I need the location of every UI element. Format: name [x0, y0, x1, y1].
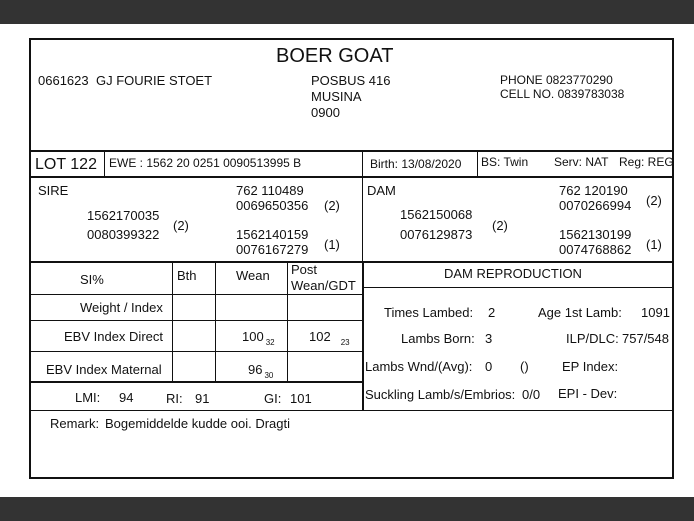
lambs-born-value: 3: [485, 331, 493, 346]
address-line-2: MUSINA: [311, 89, 362, 104]
sire-parent-id-1: 1562170035: [87, 208, 160, 223]
divider-lot-ewe: [104, 151, 105, 176]
service-type: Serv: NAT: [554, 155, 609, 169]
address-line-3: 0900: [311, 105, 340, 120]
gi-value: 101: [290, 391, 312, 406]
dam-parent-id-1: 1562150068: [400, 207, 473, 222]
breeder-name: GJ FOURIE STOET: [96, 73, 213, 88]
divider-top-lot: [31, 150, 672, 152]
dam-sub-id-1: 1562130199: [559, 227, 632, 242]
ep-index-label: EP Index:: [562, 359, 619, 374]
remark-text: Bogemiddelde kudde ooi. Dragti: [105, 416, 291, 431]
sire-mark-top: (2): [324, 198, 340, 213]
dam-parent-id-2: 0076129873: [400, 227, 473, 242]
age-first-lamb-label: Age 1st Lamb:: [538, 305, 622, 320]
remark-label: Remark:: [50, 416, 100, 431]
dam-repro-title: DAM REPRODUCTION: [444, 266, 582, 281]
lambs-born-label: Lambs Born:: [401, 331, 475, 346]
birth-status: BS: Twin: [481, 155, 529, 169]
dam-label: DAM: [367, 183, 396, 198]
ebv-direct-post: 102 $_{23}$: [309, 329, 350, 347]
dam-mark-top: (2): [646, 193, 662, 208]
lmi-label: LMI:: [75, 390, 101, 405]
lmi-value: 94: [119, 390, 134, 405]
dam-repro-header-divider: [362, 287, 672, 288]
dam-sub-id-2: 0074768862: [559, 242, 632, 257]
bottom-dark-band: [0, 497, 694, 521]
card-title: BOER GOAT: [276, 45, 394, 67]
ilp-dlc-value: 757/548: [622, 331, 669, 346]
registration: Reg: REG: [619, 155, 674, 169]
gi-label: GI:: [264, 391, 282, 406]
dam-mark-bottom: (1): [646, 237, 662, 252]
dam-id-2: 0070266994: [559, 198, 632, 213]
divider-birth-bs: [477, 151, 478, 176]
lambs-weaned-label: Lambs Wnd/(Avg):: [365, 359, 473, 374]
dam-id-1: 762 120190: [559, 183, 628, 198]
si-row2-divider: [31, 351, 362, 352]
lambs-weaned-value: 0: [485, 359, 493, 374]
sire-id-2: 0069650356: [236, 198, 309, 213]
dam-parent-mark: (2): [492, 218, 508, 233]
si-table-bottom: [31, 381, 362, 383]
si-header: SI%: [80, 272, 104, 287]
suckling-value: 0/0: [522, 387, 541, 402]
sire-sub-id-1: 1562140159: [236, 227, 309, 242]
divider-bottom-lot: [31, 176, 672, 178]
goat-catalog-card: [29, 38, 674, 479]
weight-index-label: Weight / Index: [80, 300, 163, 315]
si-header-divider: [31, 294, 362, 295]
divider-ewe-birth: [362, 151, 363, 176]
ri-value: 91: [195, 391, 210, 406]
si-col-divider-1: [172, 262, 173, 381]
si-col-divider-3: [287, 262, 288, 381]
si-row1-divider: [31, 320, 362, 321]
sire-mark-bottom: (1): [324, 237, 340, 252]
ri-label: RI:: [166, 391, 183, 406]
breeder-code: 0661623: [38, 73, 89, 88]
sire-parent-mark: (2): [173, 218, 189, 233]
sire-label: SIRE: [38, 183, 69, 198]
ewe-id: EWE : 1562 20 0251 0090513995 B: [109, 156, 302, 170]
address-line-1: POSBUS 416: [311, 73, 391, 88]
top-dark-band: [0, 0, 694, 24]
post-header: Post: [291, 262, 318, 277]
wean-header: Wean: [236, 268, 270, 283]
age-first-lamb-value: 1091: [641, 305, 670, 320]
ebv-maternal-label: EBV Index Maternal: [46, 362, 162, 377]
post-wean-gdt-header: Wean/GDT: [291, 278, 356, 293]
divider-sire-dam: [362, 177, 363, 261]
phone-number: PHONE 0823770290: [500, 73, 613, 87]
cell-number: CELL NO. 0839783038: [500, 87, 625, 101]
lower-center-divider: [362, 262, 364, 410]
times-lambed-value: 2: [488, 305, 496, 320]
ilp-dlc-label: ILP/DLC:: [566, 331, 619, 346]
birth-date: Birth: 13/08/2020: [370, 157, 462, 171]
lot-number: LOT 122: [35, 156, 97, 173]
remark-divider: [31, 410, 672, 411]
divider-lower-section: [31, 261, 672, 263]
si-col-divider-2: [215, 262, 216, 381]
epi-dev-label: EPI - Dev:: [558, 386, 618, 401]
bth-header: Bth: [177, 268, 197, 283]
ebv-direct-wean: 100 $_{32}$: [242, 329, 275, 347]
times-lambed-label: Times Lambed:: [384, 305, 474, 320]
suckling-label: Suckling Lamb/s/Embrios:: [365, 387, 516, 402]
ebv-maternal-wean: 96 $_{30}$: [248, 362, 274, 380]
sire-sub-id-2: 0076167279: [236, 242, 309, 257]
sire-id-1: 762 110489: [236, 183, 304, 198]
ebv-direct-label: EBV Index Direct: [64, 329, 163, 344]
sire-parent-id-2: 0080399322: [87, 227, 160, 242]
lambs-weaned-avg: (): [520, 359, 529, 374]
